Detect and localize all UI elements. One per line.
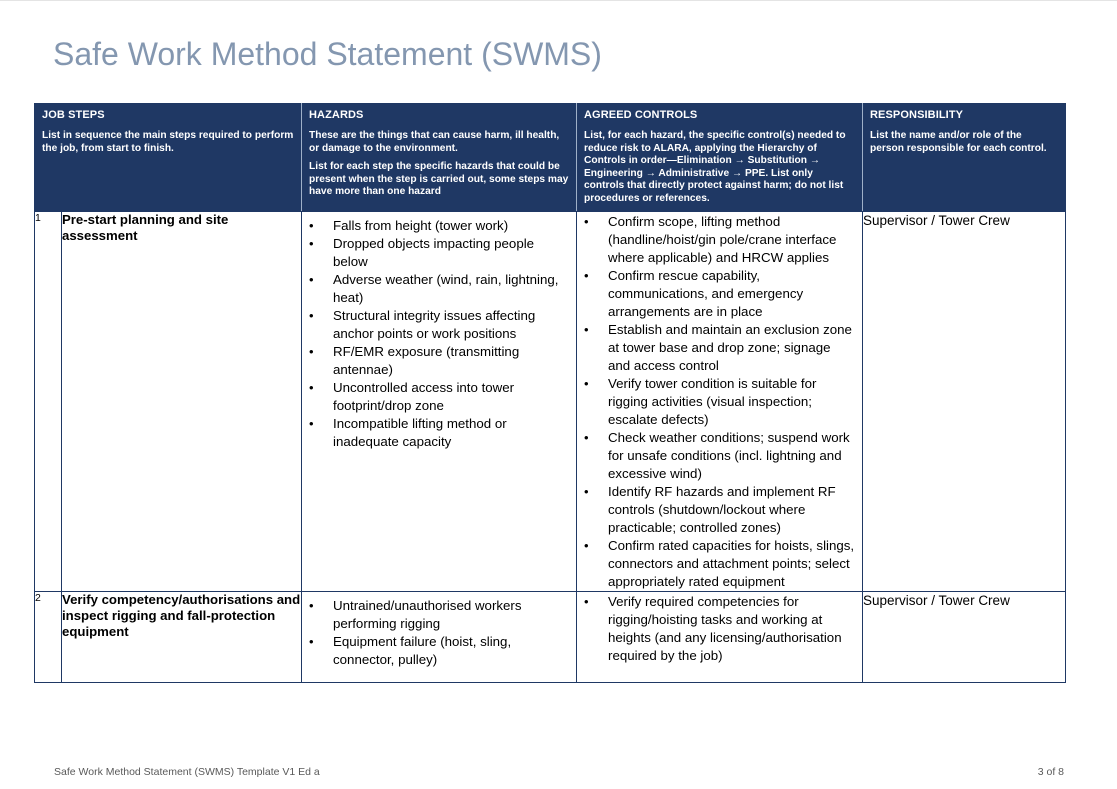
hazard-item: • Equipment failure (hoist, sling, connector, pulley): [302, 633, 576, 669]
control-item: • Establish and maintain an exclusion zone at tower base and drop zone; signage and access control: [577, 321, 862, 375]
row-number: 1: [35, 212, 62, 592]
control-item: • Check weather conditions; suspend work for unsafe conditions (incl. lightning and excessive wind): [577, 429, 862, 483]
header-controls-title: AGREED CONTROLS: [584, 109, 698, 121]
control-item: • Verify required competencies for rigging/hoisting tasks and working at heights (and any licensing/authorisation required by the job): [577, 593, 862, 665]
job-step: Verify competency/authorisations and inspect rigging and fall-protection equipment: [62, 592, 302, 683]
job-step: Pre-start planning and site assessment: [62, 212, 302, 592]
row-number: 2: [35, 592, 62, 683]
header-responsibility: [863, 104, 1066, 212]
control-item: • Confirm rescue capability, communications, and emergency arrangements are in place: [577, 267, 862, 321]
swms-table: [34, 103, 1066, 683]
responsibility-cell: Supervisor / Tower Crew: [863, 212, 1066, 592]
header-job-steps: [35, 104, 302, 212]
header-hazards-desc2: List for each step the specific hazards that could be present when the step is carried out, some steps may have more than one hazard: [309, 161, 569, 197]
controls-cell: [577, 592, 863, 683]
header-hazards-title: HAZARDS: [309, 109, 364, 121]
hazard-item: • Structural integrity issues affecting anchor points or work positions: [302, 307, 576, 343]
hazard-item: • Dropped objects impacting people below: [302, 235, 576, 271]
table-row: [35, 592, 1066, 683]
hazard-item: • Uncontrolled access into tower footprint/drop zone: [302, 379, 576, 415]
page-title: Safe Work Method Statement (SWMS): [53, 36, 602, 72]
control-item: • Identify RF hazards and implement RF controls (shutdown/lockout where practicable; controlled zones): [577, 483, 862, 537]
hazards-list: [302, 212, 576, 451]
hazard-item: • Incompatible lifting method or inadequate capacity: [302, 415, 576, 451]
control-item: • Confirm rated capacities for hoists, slings, connectors and attachment points; select appropriately rated equipment: [577, 537, 862, 591]
header-responsibility-desc: List the name and/or role of the person responsible for each control.: [870, 130, 1047, 154]
header-responsibility-title: RESPONSIBILITY: [870, 109, 964, 121]
controls-list: [577, 592, 862, 665]
header-hazards: [302, 104, 577, 212]
hazard-item: • Falls from height (tower work): [302, 217, 576, 235]
controls-cell: [577, 212, 863, 592]
table-row: [35, 212, 1066, 592]
header-job-steps-title: JOB STEPS: [42, 109, 105, 121]
table-header-row: [35, 104, 1066, 212]
hazard-item: • Adverse weather (wind, rain, lightning, heat): [302, 271, 576, 307]
hazards-cell: [302, 592, 577, 683]
controls-list: [577, 212, 862, 591]
control-item: • Confirm scope, lifting method (handline/hoist/gin pole/crane interface where applicable) and HRCW applies: [577, 213, 862, 267]
responsibility-cell: Supervisor / Tower Crew: [863, 592, 1066, 683]
header-job-steps-desc: List in sequence the main steps required to perform the job, from start to finish.: [42, 130, 294, 154]
footer-page-number: 3 of 8: [1037, 766, 1064, 778]
header-hazards-desc: These are the things that can cause harm, ill health, or damage to the environment.: [309, 130, 560, 154]
hazards-cell: [302, 212, 577, 592]
footer-document-name: Safe Work Method Statement (SWMS) Template V1 Ed a: [54, 766, 320, 778]
hazard-item: • RF/EMR exposure (transmitting antennae): [302, 343, 576, 379]
header-controls-desc: List, for each hazard, the specific control(s) needed to reduce risk to ALARA, applying the Hierarchy of Controls in order—Elimination → Substitution → Engineering → Administrative → PPE. List only controls that directly protect against harm; do not list procedures or references.: [584, 130, 846, 204]
control-item: • Verify tower condition is suitable for rigging activities (visual inspection; escalate defects): [577, 375, 862, 429]
hazard-item: • Untrained/unauthorised workers performing rigging: [302, 597, 576, 633]
header-controls: [577, 104, 863, 212]
page-top-rule: [0, 0, 1117, 1]
hazards-list: [302, 592, 576, 669]
